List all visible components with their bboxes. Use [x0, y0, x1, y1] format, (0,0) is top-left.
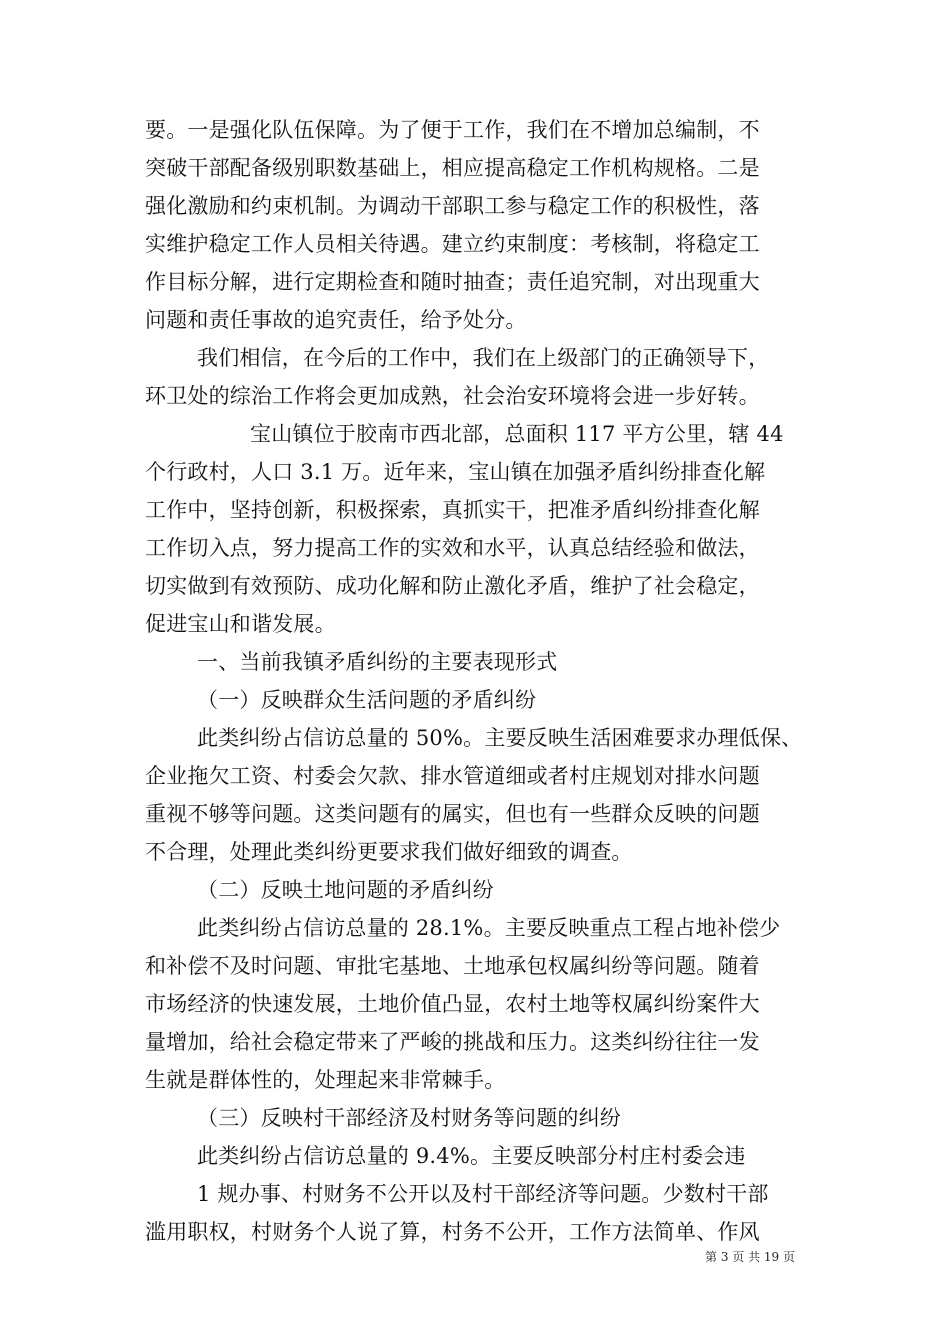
- text-line: 市场经济的快速发展，土地价值凸显，农村土地等权属纠纷案件大: [145, 992, 760, 1016]
- text-line: 个行政村，人口 3.1 万。近年来，宝山镇在加强矛盾纠纷排查化解: [145, 460, 766, 484]
- section-heading: 一、当前我镇矛盾纠纷的主要表现形式: [197, 650, 558, 674]
- text-line: 实维护稳定工作人员相关待遇。建立约束制度：考核制，将稳定工: [145, 232, 760, 256]
- subsection-heading: （二）反映土地问题的矛盾纠纷: [197, 878, 494, 902]
- text-line: 生就是群体性的，处理起来非常棘手。: [145, 1068, 506, 1092]
- text-line: 此类纠纷占信访总量的 28.1%。主要反映重点工程占地补偿少: [197, 916, 781, 940]
- page-number: 第 3 页 共 19 页: [705, 1250, 795, 1264]
- subsection-heading: （一）反映群众生活问题的矛盾纠纷: [197, 688, 537, 712]
- text-line: 量增加，给社会稳定带来了严峻的挑战和压力。这类纠纷往往一发: [145, 1030, 760, 1054]
- text-line: 1 规办事、村财务不公开以及村干部经济等问题。少数村干部: [197, 1182, 769, 1206]
- text-line: 此类纠纷占信访总量的 9.4%。主要反映部分村庄村委会违: [197, 1144, 746, 1168]
- text-line: 要。一是强化队伍保障。为了便于工作，我们在不增加总编制，不: [145, 118, 760, 142]
- text-line: 宝山镇位于胶南市西北部，总面积 117 平方公里，辖 44: [250, 422, 784, 446]
- text-line: 重视不够等问题。这类问题有的属实，但也有一些群众反映的问题: [145, 802, 760, 826]
- text-line: 不合理，处理此类纠纷更要求我们做好细致的调查。: [145, 840, 633, 864]
- text-line: 工作中，坚持创新，积极探索，真抓实干，把准矛盾纠纷排查化解: [145, 498, 760, 522]
- text-line: 作目标分解，进行定期检查和随时抽查；责任追究制，对出现重大: [145, 270, 760, 294]
- subsection-heading: （三）反映村干部经济及村财务等问题的纠纷: [197, 1106, 621, 1130]
- text-line: 促进宝山和谐发展。: [145, 612, 336, 636]
- text-line: 和补偿不及时问题、审批宅基地、土地承包权属纠纷等问题。随着: [145, 954, 760, 978]
- text-line: 滥用职权，村财务个人说了算，村务不公开，工作方法简单、作风: [145, 1220, 760, 1244]
- text-line: 切实做到有效预防、成功化解和防止激化矛盾，维护了社会稳定，: [145, 574, 760, 598]
- text-line: 环卫处的综治工作将会更加成熟，社会治安环境将会进一步好转。: [145, 384, 760, 408]
- text-line: 工作切入点，努力提高工作的实效和水平，认真总结经验和做法，: [145, 536, 760, 560]
- text-line: 问题和责任事故的追究责任，给予处分。: [145, 308, 527, 332]
- text-line: 我们相信，在今后的工作中，我们在上级部门的正确领导下，: [197, 346, 770, 370]
- text-line: 企业拖欠工资、村委会欠款、排水管道细或者村庄规划对排水问题: [145, 764, 760, 788]
- text-line: 强化激励和约束机制。为调动干部职工参与稳定工作的积极性，落: [145, 194, 760, 218]
- text-line: 此类纠纷占信访总量的 50%。主要反映生活困难要求办理低保、: [197, 726, 803, 750]
- text-line: 突破干部配备级别职数基础上，相应提高稳定工作机构规格。二是: [145, 156, 760, 180]
